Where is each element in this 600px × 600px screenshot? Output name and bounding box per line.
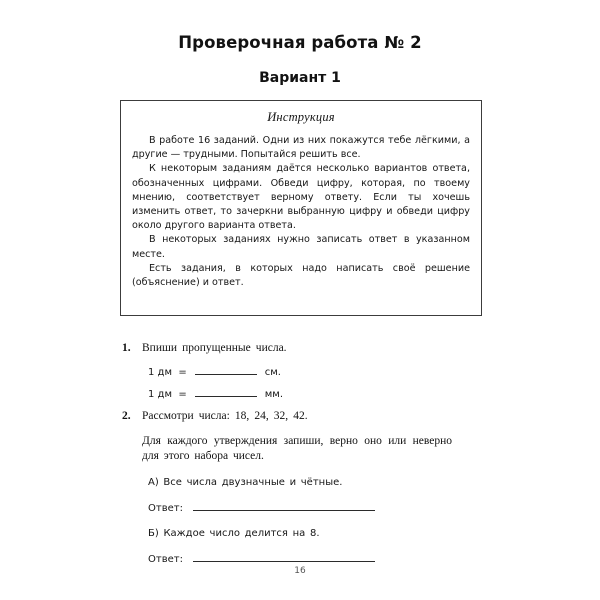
fill-line-1-blank[interactable] — [195, 365, 257, 375]
task-1-body — [142, 365, 482, 400]
answer-blank-b[interactable] — [193, 552, 375, 562]
page-title: Проверочная работа № 2 — [178, 33, 422, 52]
task-item-1 — [122, 341, 482, 400]
fill-line-2 — [142, 387, 482, 400]
instruction-heading: Инструкция — [267, 110, 335, 124]
answer-blank-a[interactable] — [193, 501, 375, 511]
task-1-text: Впиши пропущенные числа. — [142, 342, 287, 354]
fill-line-2-blank[interactable] — [195, 387, 257, 397]
instruction-paragraph: В некоторых заданиях нужно записать ответ в указанном месте. — [132, 234, 470, 260]
answer-label-a: Ответ: — [148, 503, 183, 515]
instruction-paragraph: К некоторым заданиям даётся несколько вариантов ответа, обозначенных цифрами. Обведи цифру, которая, по твоему мнению, соответствует верному ответу. Если ты хочешь изменить ответ, то зачеркни выбранную цифру и обведи цифру около другого варианта ответа. — [132, 163, 470, 232]
task-2-heading — [122, 409, 482, 424]
statement-a: А) Все числа двузначные и чётные. — [148, 477, 343, 489]
answer-row-b — [142, 552, 482, 565]
statement-b: Б) Каждое число делится на 8. — [148, 528, 320, 540]
task-1-heading — [122, 341, 482, 356]
task-2-body — [142, 434, 482, 565]
task-1-number: 1. — [122, 342, 131, 354]
task-2-subtext: Для каждого утверждения запиши, верно оно или неверно для этого набора чисел. — [142, 435, 452, 462]
answer-row-a — [142, 501, 482, 514]
fill-line-1-lead: 1 дм = — [148, 367, 187, 378]
fill-line-2-unit: мм. — [264, 389, 284, 400]
instruction-box — [120, 100, 482, 316]
task-item-2 — [122, 409, 482, 565]
answer-label-b: Ответ: — [148, 554, 183, 566]
fill-line-1-unit: см. — [264, 367, 281, 378]
instruction-paragraph: В работе 16 заданий. Одни из них покажутся тебе лёгкими, а другие — трудными. Попытайся решить все. — [132, 135, 470, 161]
fill-line-2-lead: 1 дм = — [148, 389, 187, 400]
instruction-paragraph: Есть задания, в которых надо написать своё решение (объяснение) и ответ. — [132, 262, 470, 289]
page-subtitle: Вариант 1 — [259, 70, 341, 86]
page-number: 16 — [294, 566, 306, 576]
fill-line-1 — [142, 365, 482, 378]
task-2-text: Рассмотри числа: 18, 24, 32, 42. — [142, 410, 308, 422]
task-2-number: 2. — [122, 410, 131, 422]
